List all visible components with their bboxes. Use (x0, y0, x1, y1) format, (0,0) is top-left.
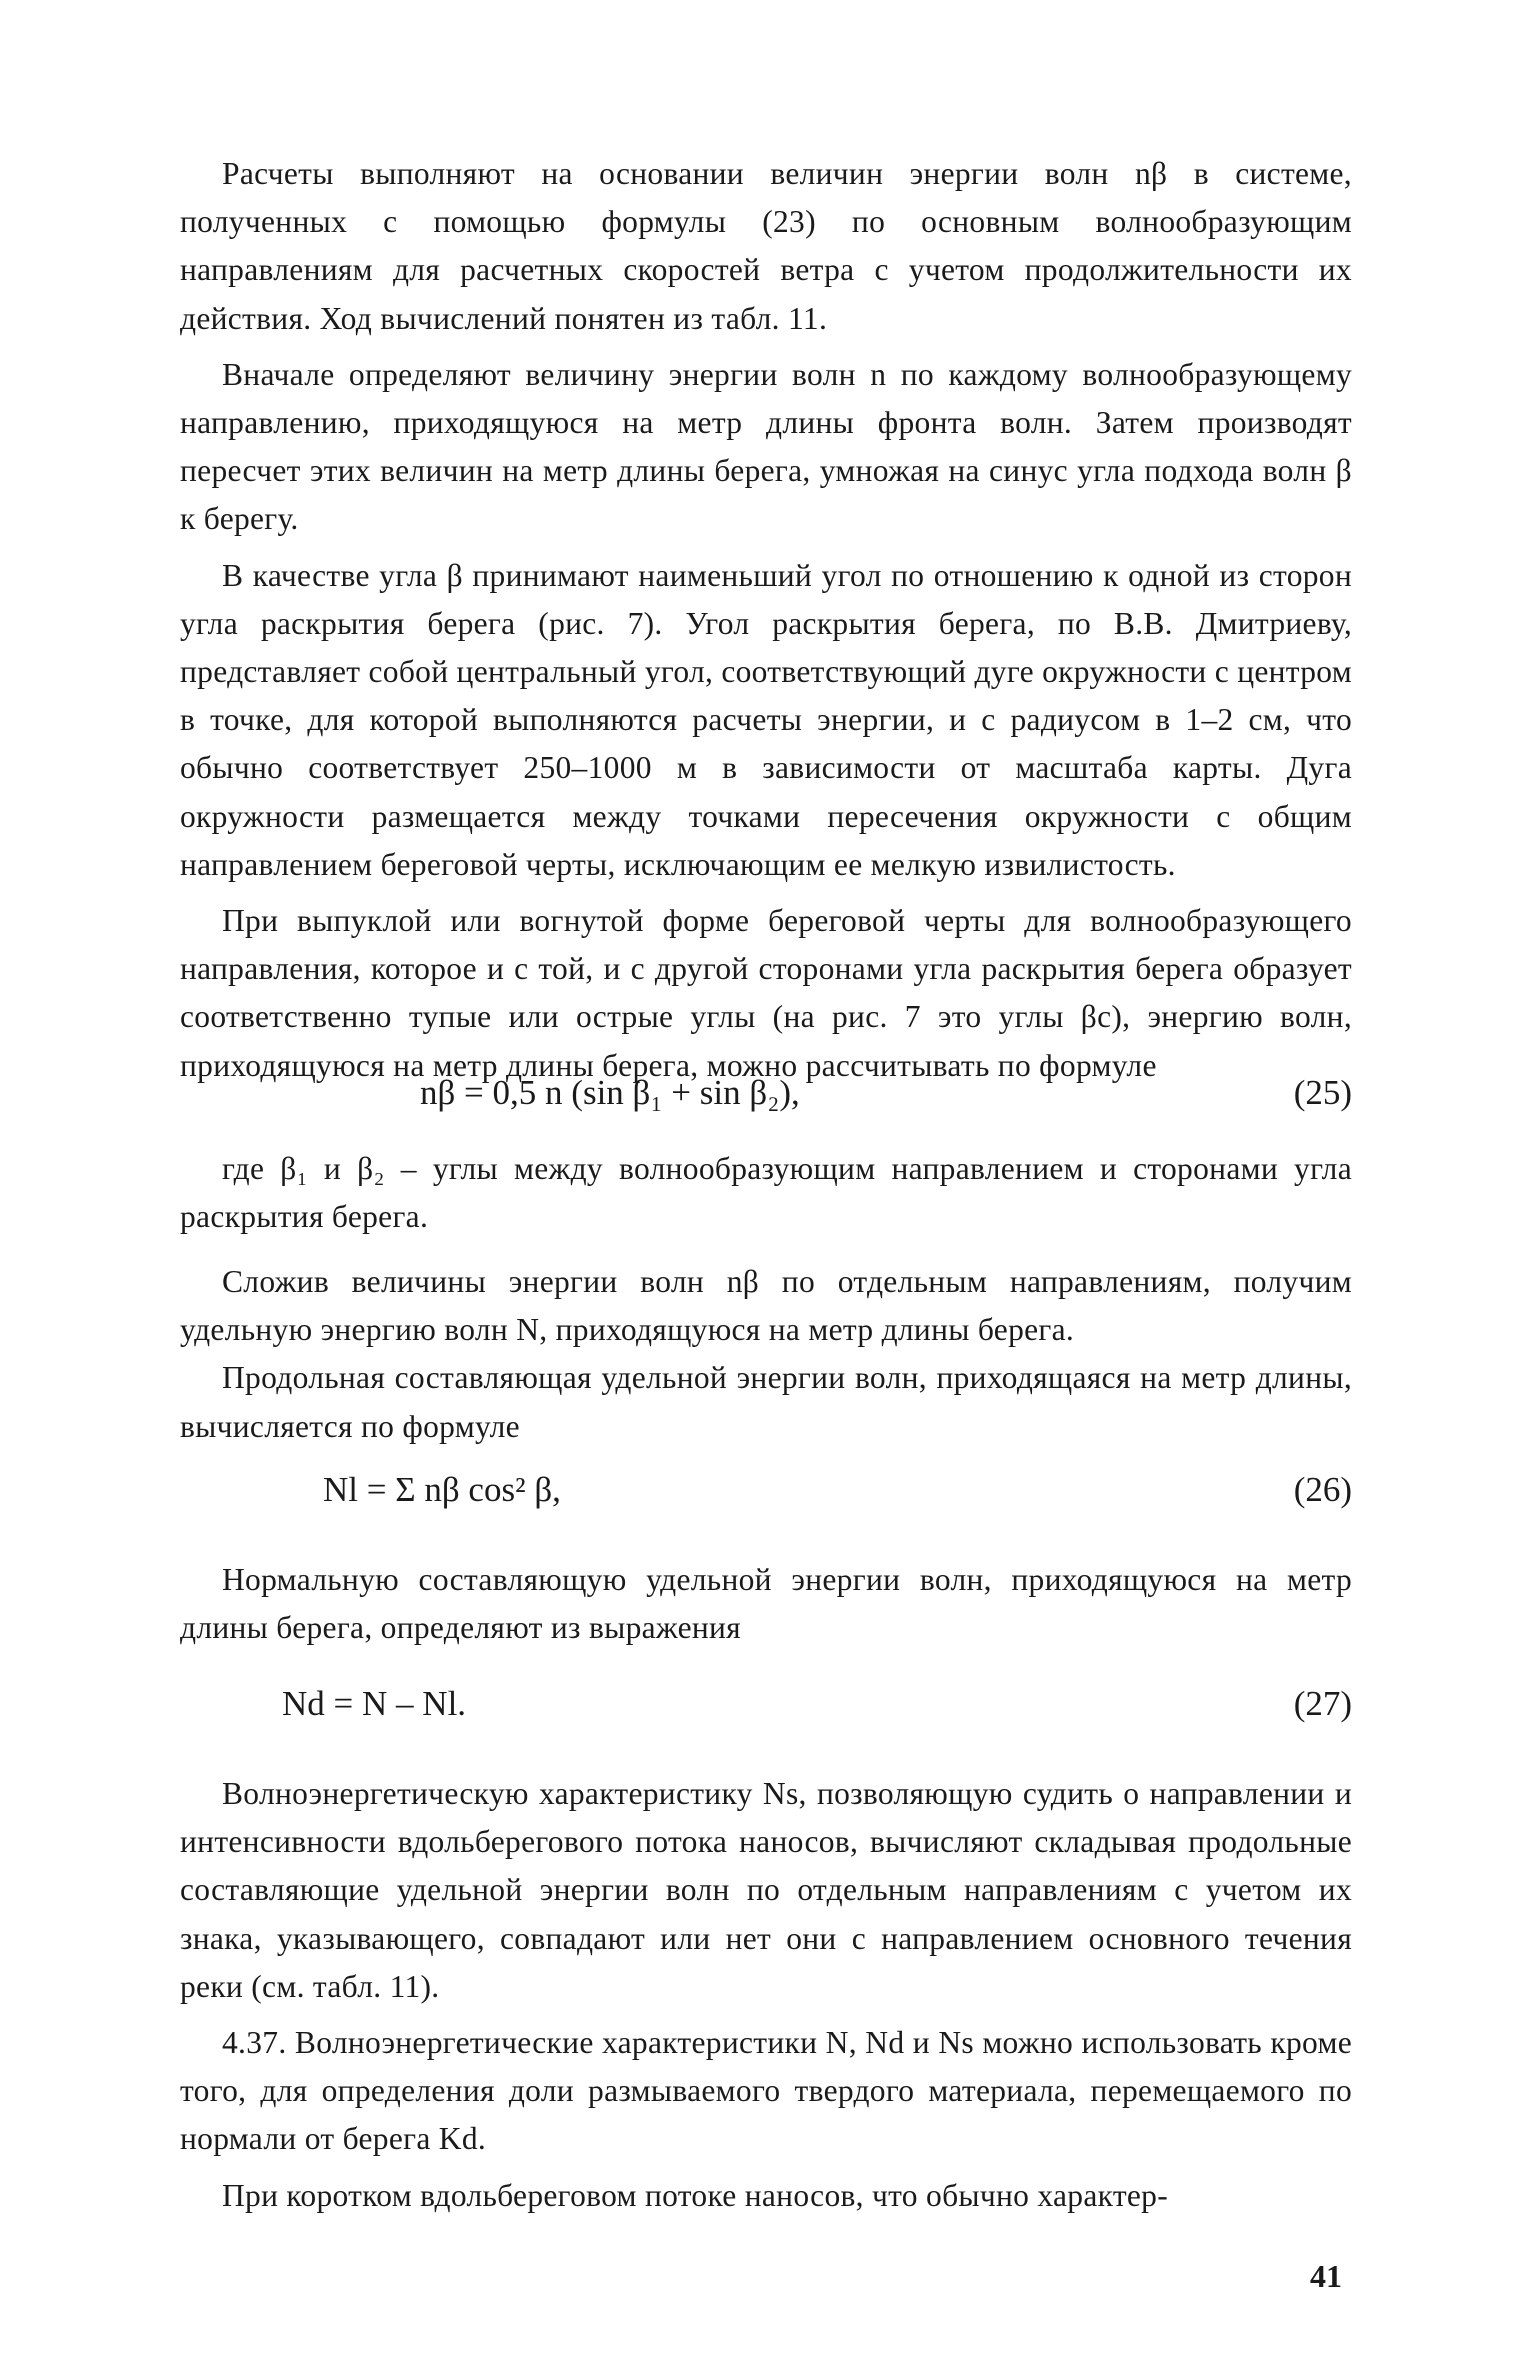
paragraph-4: При выпуклой или вогнутой форме береговой черты для волнообразующего направления, которое и с той, и с другой сторонами угла раскрытия берега образует соответственно тупые или острые углы (на рис. 7 это углы βc), энергию волн, приходящуюся на метр длины берега, можно рассчитывать по формуле (180, 903, 1352, 1083)
text-block-2 (180, 1145, 1352, 1241)
paragraph-1: Расчеты выполняют на основании величин энергии волн nβ в системе, полученных с помощью формулы (23) по основным волнообразующим направлениям для расчетных скоростей ветра с учетом продолжительности их действия. Ход вычислений понятен из табл. 11. (180, 156, 1352, 336)
paragraph-9: Волноэнергетическую характеристику Ns, позволяющую судить о направлении и интенсивности вдольберегового потока наносов, вычисляют складывая продольные составляющие удельной энергии волн по отдельным направлениям с учетом их знака, указывающего, совпадают или нет они с направлением основного течения реки (см. табл. 11). (180, 1776, 1352, 2004)
formula-26-expression: Nl = Σ nβ cos² β, (323, 1470, 561, 1509)
paragraph-11: При коротком вдольбереговом потоке наносов, что обычно характер- (222, 2177, 1169, 2213)
paragraph-6: Сложив величины энергии волн nβ по отдельным направлениям, получим удельную энергию волн N, приходящуюся на метр длины берега. (180, 1264, 1352, 1348)
text-block-1 (180, 150, 1352, 1090)
formula-27-expression: Nd = N – Nl. (282, 1684, 467, 1723)
formula-26 (180, 1470, 1352, 1530)
text-block-4 (180, 1556, 1352, 1652)
formula-25-number: (25) (1293, 1073, 1352, 1112)
paragraph-5: где β₁ и β₂ – углы между волнообразующим направлением и сторонами угла раскрытия берега. (180, 1151, 1352, 1235)
text-block-5 (180, 1770, 1352, 2220)
text-block-3 (180, 1258, 1352, 1451)
paragraph-10: 4.37. Волноэнергетические характеристики N, Nd и Ns можно использовать кроме того, для определения доли размываемого твердого материала, перемещаемого по нормали от берега Kd. (180, 2025, 1352, 2157)
paragraph-2: Вначале определяют величину энергии волн n по каждому волнообразующему направлению, приходящуюся на метр длины фронта волн. Затем производят пересчет этих величин на метр длины берега, умножая на синус угла подхода волн β к берегу. (180, 356, 1352, 537)
paragraph-7: Продольная составляющая удельной энергии волн, приходящаяся на метр длины, вычисляется по формуле (180, 1360, 1352, 1444)
page-number: 41 (1310, 2258, 1342, 2294)
formula-25-expression: nβ = 0,5 n (sin β₁ + sin β₂), (420, 1073, 800, 1112)
paragraph-3: В качестве угла β принимают наименьший угол по отношению к одной из сторон угла раскрытия берега (рис. 7). Угол раскрытия берега, по В.В. Дмитриеву, представляет собой центральный угол, соответствующий дуге окружности с центром в точке, для которой выполняются расчеты энергии, и с радиусом в 1–2 см, что обычно соответствует 250–1000 м в зависимости от масштаба карты. Дуга окружности размещается между точками пересечения окружности с общим направлением береговой черты, исключающим ее мелкую извилистость. (180, 557, 1352, 882)
formula-26-number: (26) (1293, 1470, 1352, 1509)
formula-27 (180, 1684, 1352, 1744)
formula-25 (180, 1073, 1352, 1133)
paragraph-8: Нормальную составляющую удельной энергии волн, приходящуюся на метр длины берега, определяют из выражения (180, 1562, 1352, 1646)
formula-27-number: (27) (1293, 1684, 1352, 1723)
